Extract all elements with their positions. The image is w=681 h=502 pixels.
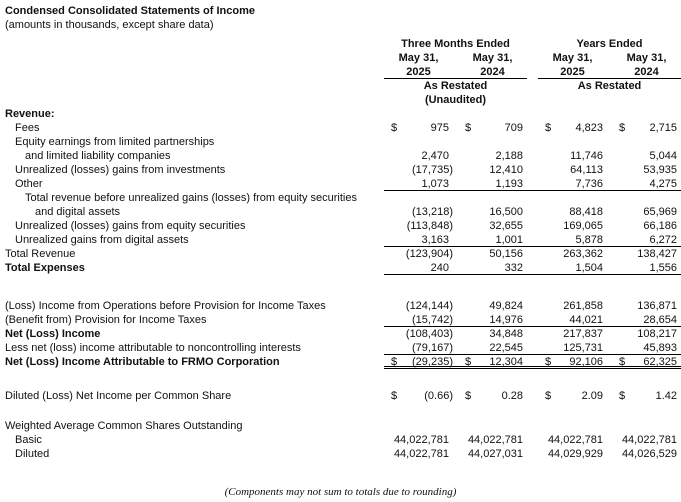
value: (123,904) <box>405 248 453 260</box>
dollar-sign: $ <box>619 356 626 368</box>
value: (113,848) <box>406 220 453 232</box>
row-label: (Loss) Income from Operations before Provision for Income Taxes <box>5 300 326 312</box>
header-years <box>0 65 681 79</box>
value: 53,935 <box>643 164 677 176</box>
value: 1,556 <box>649 262 677 274</box>
restated-label: As Restated <box>577 80 642 92</box>
value: 975 <box>430 122 449 134</box>
table-row <box>0 107 681 121</box>
value: 217,837 <box>563 328 603 340</box>
value: 125,731 <box>563 342 603 354</box>
spacer <box>538 93 681 107</box>
table-row <box>0 219 681 233</box>
value: 22,545 <box>489 342 523 354</box>
row-label: Diluted (Loss) Net Income per Common Share <box>5 390 232 402</box>
row-label: Other <box>15 178 43 190</box>
value: 45,893 <box>643 342 677 354</box>
table-row <box>0 355 681 369</box>
row-label: Total Revenue <box>5 248 76 260</box>
row-label: Less net (loss) income attributable to noncontrolling interests <box>5 342 301 354</box>
value: 65,969 <box>643 206 677 218</box>
value: 2,188 <box>495 150 523 162</box>
value: 44,029,929 <box>547 448 603 460</box>
value: 136,871 <box>637 300 677 312</box>
row-label: Weighted Average Common Shares Outstanding <box>5 420 243 432</box>
value: 0.28 <box>501 390 523 402</box>
spacer <box>0 93 384 107</box>
value: 2.09 <box>581 390 603 402</box>
value: 7,736 <box>575 178 603 190</box>
value: 92,106 <box>569 356 603 368</box>
dollar-sign: $ <box>545 356 552 368</box>
value: 3,163 <box>421 234 449 246</box>
header-period-groups <box>0 37 681 51</box>
value: 16,500 <box>489 206 523 218</box>
row-label: Net (Loss) Income <box>5 328 101 340</box>
dollar-sign: $ <box>391 122 398 134</box>
header-dates <box>0 51 681 65</box>
value: (124,144) <box>405 300 453 312</box>
value: 4,275 <box>649 178 677 190</box>
row-label: Diluted <box>15 448 50 460</box>
value: 261,858 <box>563 300 603 312</box>
value: 50,156 <box>489 248 523 260</box>
value: 32,655 <box>489 220 523 232</box>
row-label: Unrealized (losses) gains from equity securities <box>15 220 246 232</box>
value: 1.42 <box>655 390 677 402</box>
value: (17,735) <box>412 164 453 176</box>
value: 44,021 <box>569 314 603 326</box>
rounding-footnote: (Components may not sum to totals due to rounding) <box>224 486 457 498</box>
table-row <box>0 261 681 275</box>
value: 44,026,529 <box>621 448 677 460</box>
value: 44,022,781 <box>621 434 677 446</box>
value: (15,742) <box>412 314 453 326</box>
value: (108,403) <box>405 328 453 340</box>
dollar-sign: $ <box>465 356 472 368</box>
value: 12,410 <box>489 164 523 176</box>
spacer <box>0 79 384 93</box>
date-label: May 31, <box>626 52 667 64</box>
table-row <box>0 163 681 177</box>
dollar-sign: $ <box>465 122 472 134</box>
row-label: Basic <box>15 434 42 446</box>
value: 44,027,031 <box>467 448 523 460</box>
table-row <box>0 327 681 341</box>
row-label: Total revenue before unrealized gains (losses) from equity securities <box>25 192 357 204</box>
value: 169,065 <box>563 220 603 232</box>
table-row <box>0 447 681 461</box>
value: 2,470 <box>421 150 449 162</box>
value: 49,824 <box>489 300 523 312</box>
value: 1,001 <box>495 234 523 246</box>
row-label: (Benefit from) Provision for Income Taxes <box>5 314 207 326</box>
value: (29,235) <box>412 356 453 368</box>
row-label: Revenue: <box>5 108 55 120</box>
unaudited-label: (Unaudited) <box>424 94 487 106</box>
value: 6,272 <box>649 234 677 246</box>
table-row <box>0 135 681 149</box>
dollar-sign: $ <box>619 390 626 402</box>
value: 1,193 <box>495 178 523 190</box>
value: 5,044 <box>649 150 677 162</box>
value: 1,073 <box>421 178 449 190</box>
page-subtitle: (amounts in thousands, except share data) <box>5 19 214 31</box>
value: 64,113 <box>570 164 603 176</box>
value: 34,848 <box>489 328 523 340</box>
table-row <box>0 233 681 247</box>
value: 44,022,781 <box>393 448 449 460</box>
spacer <box>0 51 384 65</box>
year-label: 2025 <box>560 66 585 78</box>
table-row <box>0 149 681 163</box>
spacer <box>0 65 384 79</box>
restated-label: As Restated <box>423 80 488 92</box>
row-label: Unrealized (losses) gains from investments <box>15 164 226 176</box>
row-label: Fees <box>15 122 40 134</box>
table-row <box>0 191 681 205</box>
value: 5,878 <box>575 234 603 246</box>
value: 44,022,781 <box>467 434 523 446</box>
value: 138,427 <box>637 248 677 260</box>
value: 263,362 <box>563 248 603 260</box>
header-unaudited <box>0 93 681 107</box>
table-row <box>0 121 681 135</box>
value: 4,823 <box>575 122 603 134</box>
value: 66,186 <box>643 220 677 232</box>
value: 44,022,781 <box>547 434 603 446</box>
value: (0.66) <box>424 390 453 402</box>
row-label: Net (Loss) Income Attributable to FRMO Corporation <box>5 356 280 368</box>
dollar-sign: $ <box>391 390 398 402</box>
date-label: May 31, <box>552 52 593 64</box>
row-label: and limited liability companies <box>25 150 171 162</box>
value: 240 <box>430 262 449 274</box>
date-label: May 31, <box>472 52 513 64</box>
value: 28,654 <box>643 314 677 326</box>
year-label: 2025 <box>406 66 431 78</box>
table-row <box>0 205 681 219</box>
table-row <box>0 419 681 433</box>
value: 1,504 <box>575 262 603 274</box>
year-label: 2024 <box>634 66 659 78</box>
dollar-sign: $ <box>391 356 398 368</box>
table-row <box>0 433 681 447</box>
row-label: Unrealized gains from digital assets <box>15 234 189 246</box>
value: 709 <box>504 122 523 134</box>
dollar-sign: $ <box>619 122 626 134</box>
value: (13,218) <box>412 206 453 218</box>
table-row <box>0 247 681 261</box>
dollar-sign: $ <box>545 390 552 402</box>
value: 11,746 <box>570 150 603 162</box>
header-restated <box>0 79 681 93</box>
row-label: Total Expenses <box>5 262 85 274</box>
value: 12,304 <box>489 356 523 368</box>
value: 62,325 <box>643 356 677 368</box>
period-group-years: Years Ended <box>576 38 643 50</box>
value: 14,976 <box>489 314 523 326</box>
table-row <box>0 177 681 191</box>
dollar-sign: $ <box>545 122 552 134</box>
value: 2,715 <box>649 122 677 134</box>
period-group-three-months: Three Months Ended <box>401 38 510 50</box>
spacer <box>0 37 384 51</box>
value: 88,418 <box>569 206 603 218</box>
page-title: Condensed Consolidated Statements of Income <box>5 5 255 17</box>
table-row <box>0 389 681 403</box>
table-row <box>0 299 681 313</box>
value: 44,022,781 <box>393 434 449 446</box>
value: 332 <box>504 262 523 274</box>
value: (79,167) <box>412 342 453 354</box>
date-label: May 31, <box>398 52 439 64</box>
dollar-sign: $ <box>465 390 472 402</box>
value: 108,217 <box>637 328 677 340</box>
table-row <box>0 313 681 327</box>
row-label: and digital assets <box>35 206 120 218</box>
table-row <box>0 341 681 355</box>
year-label: 2024 <box>480 66 505 78</box>
row-label: Equity earnings from limited partnerships <box>15 136 215 148</box>
